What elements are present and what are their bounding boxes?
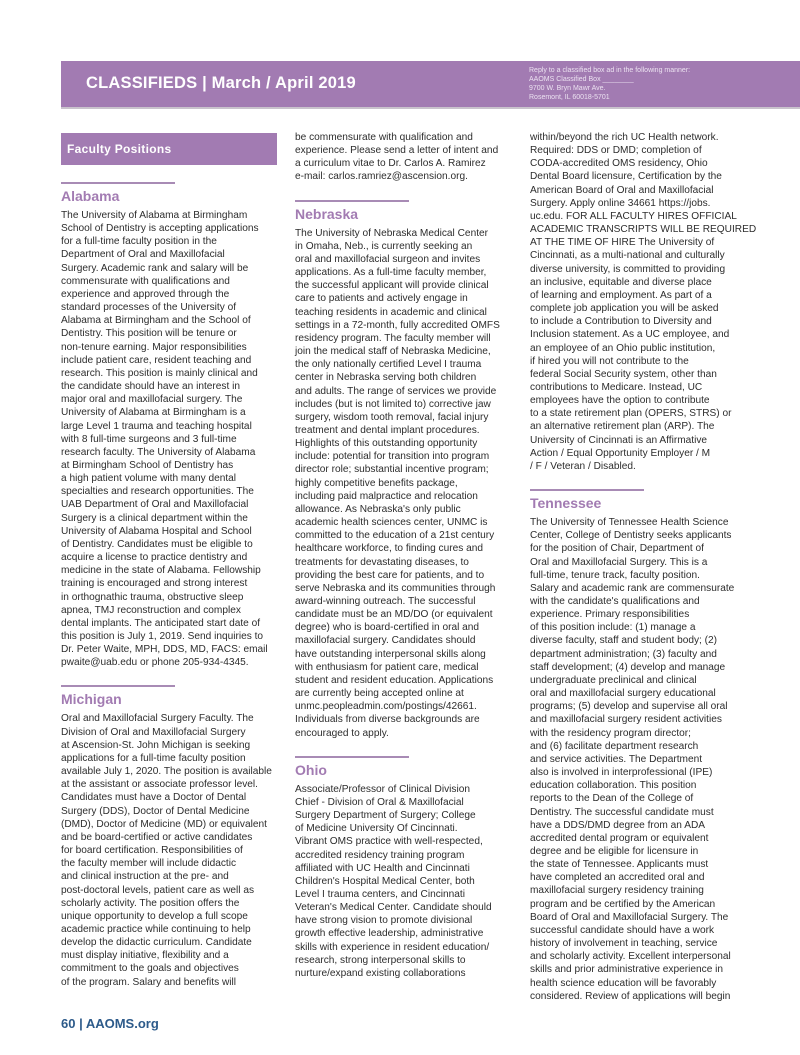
text-line: post-doctoral levels, patient care as well as bbox=[61, 884, 255, 896]
text-line: staff development; (4) develop and manage bbox=[530, 661, 726, 673]
text-line: in orthognathic trauma, obstructive sleep bbox=[61, 591, 244, 603]
text-line: an inclusive, equitable and diverse place bbox=[530, 276, 712, 288]
text-line: AT THE TIME OF HIRE The University of bbox=[530, 237, 715, 249]
text-line: join the medical staff of Nebraska Medicine, bbox=[295, 346, 491, 358]
text-line: a curriculum vitae to Dr. Carlos A. Ramirez bbox=[295, 158, 486, 170]
text-line: commitment to the goals and objectives bbox=[61, 963, 239, 975]
text-line: at the assistant or associate professor level. bbox=[61, 779, 258, 791]
text-line: Salary and academic rank are commensurate bbox=[530, 582, 735, 594]
text-line: Dental Board licensure, Certification by the bbox=[530, 171, 722, 183]
text-line: develop the didactic curriculum. Candidate bbox=[61, 937, 252, 949]
section-title-tennessee: Tennessee bbox=[530, 495, 602, 512]
text-line: of Medicine University Of Cincinnati. bbox=[295, 823, 458, 835]
header-title: CLASSIFIEDS | March / April 2019 bbox=[86, 74, 356, 92]
text-line: Surgery is a clinical department within the bbox=[61, 512, 248, 524]
text-line: if hired you will not contribute to the bbox=[530, 355, 689, 367]
michigan-listing-continued bbox=[295, 131, 521, 184]
reply-line: Reply to a classified box ad in the following manner: bbox=[529, 67, 691, 74]
section-divider bbox=[530, 489, 644, 491]
text-line: of Dentistry. Candidates must be eligible to bbox=[61, 538, 253, 550]
text-line: center in Nebraska serving both children bbox=[295, 372, 477, 384]
text-line: to include a Contribution to Diversity and bbox=[530, 316, 712, 328]
text-line: Children's Hospital Medical Center, both bbox=[295, 875, 475, 887]
text-line: candidate must be an MD/DO (or equivalent bbox=[295, 609, 493, 621]
text-line: medicine in the state of Alabama. Fellowship bbox=[61, 565, 261, 577]
text-line: include: potential for transition into program bbox=[295, 451, 490, 463]
text-line: training is encouraged and strong interest bbox=[61, 578, 248, 590]
text-line: unique opportunity to develop a full scope bbox=[61, 910, 248, 922]
reply-line: Rosemont, IL 60018-5701 bbox=[529, 94, 610, 101]
section-divider bbox=[295, 756, 409, 758]
text-line: full-time, tenure track, faculty position. bbox=[530, 569, 700, 581]
text-line: committed to the education of a 21st century bbox=[295, 530, 495, 542]
text-line: treatment and dental implant procedures. bbox=[295, 424, 480, 436]
text-line: director role; substantial incentive program; bbox=[295, 464, 489, 476]
text-line: maxillofacial surgery. Candidates should bbox=[295, 635, 476, 647]
text-line: degree) who is board-certified in oral and bbox=[295, 622, 480, 634]
text-line: student and resident education. Applications bbox=[295, 674, 494, 686]
reply-line: 9700 W. Bryn Mawr Ave. bbox=[529, 85, 606, 92]
text-line: applications. As a full-time faculty member, bbox=[295, 267, 487, 279]
faculty-positions-banner: Faculty Positions bbox=[61, 133, 277, 165]
text-line: Dentistry. The successful candidate must bbox=[530, 806, 714, 818]
text-line: award-winning outreach. The successful bbox=[295, 596, 476, 607]
text-line: have strong vision to promote divisional bbox=[295, 915, 473, 927]
text-line: University of Alabama Hospital and School bbox=[61, 525, 252, 537]
text-line: accredited dental program or equivalent bbox=[530, 832, 709, 844]
text-line: the candidate should have an interest in bbox=[61, 381, 241, 393]
classifieds-header bbox=[61, 61, 800, 109]
text-line: experience and approved through the bbox=[61, 288, 230, 300]
text-line: CODA-accredited OMS residency, Ohio bbox=[530, 158, 708, 170]
text-line: the faculty member will include didactic bbox=[61, 858, 237, 870]
text-line: e-mail: carlos.ramriez@ascension.org. bbox=[295, 171, 468, 183]
text-line: Cincinnati, as a multi-national and culturally bbox=[530, 250, 725, 262]
column-3 bbox=[530, 128, 770, 1003]
text-line: teaching residents in academic and clinical bbox=[295, 306, 487, 318]
text-line: Center, College of Dentistry seeks applicants bbox=[530, 530, 732, 542]
text-line: settings in a 72-month, fully accredited OMFS bbox=[295, 319, 500, 331]
text-line: uc.edu. FOR ALL FACULTY HIRES OFFICIAL bbox=[530, 210, 737, 222]
text-line: specialties and research opportunities. The bbox=[61, 486, 254, 498]
page-footer: 60 | AAOMS.org bbox=[61, 1016, 159, 1031]
text-line: department administration; (3) faculty and bbox=[530, 648, 717, 660]
section-title-ohio: Ohio bbox=[295, 761, 327, 778]
text-line: program and be certified by the American bbox=[530, 898, 716, 910]
text-line: undergraduate preclinical and clinical bbox=[530, 674, 697, 686]
text-line: this position is July 1, 2019. Send inquiries to bbox=[61, 631, 264, 642]
column-1 bbox=[61, 128, 287, 989]
text-line: successful candidate should have a work bbox=[530, 924, 715, 936]
text-line: and (6) facilitate department research bbox=[530, 740, 699, 752]
text-line: surgery, wisdom tooth removal, facial injury bbox=[295, 411, 489, 423]
text-line: pwaite@uab.edu or phone 205-934-4345. bbox=[61, 657, 249, 669]
text-line: dental implants. The anticipated start date of bbox=[61, 617, 261, 629]
text-line: have completed an accredited oral and bbox=[530, 872, 705, 884]
text-line: Candidates must have a Doctor of Dental bbox=[61, 792, 247, 804]
text-line: The University of Alabama at Birmingham bbox=[61, 210, 248, 221]
text-line: oral and maxillofacial surgeon and invites bbox=[295, 253, 481, 265]
text-line: Chief - Division of Oral & Maxillofacial bbox=[295, 796, 464, 808]
text-line: and service activities. The Department bbox=[530, 753, 703, 765]
tennessee-listing bbox=[530, 516, 770, 1003]
text-line: Board of Oral and Maxillofacial Surgery. The bbox=[530, 911, 729, 923]
text-line: and be board-certified or active candidates bbox=[61, 831, 253, 843]
text-line: research faculty. The University of Alabama bbox=[61, 446, 256, 458]
text-line: residency program. The faculty member will bbox=[295, 332, 491, 344]
text-line: nurture/expand existing collaborations bbox=[295, 967, 466, 979]
text-line: academic health sciences center, UNMC is bbox=[295, 517, 488, 529]
text-line: University of Alabama at Birmingham is a bbox=[61, 407, 246, 419]
text-line: health science education will be favorably bbox=[530, 977, 717, 989]
ohio-listing bbox=[295, 783, 521, 980]
text-line: allowance. As Nebraska's only public bbox=[295, 503, 461, 515]
text-line: Inclusion statement. As a UC employee, and bbox=[530, 329, 730, 341]
text-line: a high patient volume with many dental bbox=[61, 473, 237, 485]
text-line: diverse university, is committed to providing bbox=[530, 263, 726, 275]
text-line: experience. Please send a letter of intent and bbox=[295, 145, 499, 157]
text-line: of this position include: (1) manage a bbox=[530, 622, 696, 634]
text-line: Oral and Maxillofacial Surgery. This is a bbox=[530, 556, 708, 568]
text-line: providing the best care for patients, and to bbox=[295, 569, 485, 581]
text-line: federal Social Security system, other than bbox=[530, 368, 717, 380]
text-line: ACADEMIC TRANSCRIPTS WILL BE REQUIRED bbox=[530, 224, 757, 236]
text-line: at Birmingham School of Dentistry has bbox=[61, 459, 234, 471]
text-line: in Omaha, Neb., is currently seeking an bbox=[295, 240, 473, 252]
text-line: Oral and Maxillofacial Surgery Faculty. The bbox=[61, 713, 254, 725]
text-line: / F / Veteran / Disabled. bbox=[530, 460, 636, 472]
text-line: Dr. Peter Waite, MPH, DDS, MD, FACS: email bbox=[61, 644, 268, 656]
text-line: also is involved in interprofessional (IPE) bbox=[530, 767, 713, 779]
text-line: Associate/Professor of Clinical Division bbox=[295, 783, 471, 795]
text-line: Level I trauma centers, and Cincinnati bbox=[295, 888, 465, 900]
text-line: with the residency program director; bbox=[530, 727, 691, 739]
text-line: for the position of Chair, Department of bbox=[530, 543, 704, 555]
text-line: commensurate with qualifications and bbox=[61, 275, 230, 287]
alabama-listing bbox=[61, 209, 287, 669]
text-line: an employee of an Ohio public institution, bbox=[530, 342, 716, 354]
text-line: Surgery. Academic rank and salary will be bbox=[61, 262, 249, 274]
text-line: UAB Department of Oral and Maxillofacial bbox=[61, 499, 249, 511]
text-line: major oral and maxillofacial surgery. The bbox=[61, 394, 243, 406]
text-line: acquire a license to practice dentistry and bbox=[61, 552, 248, 564]
text-line: apnea, TMJ reconstruction and complex bbox=[61, 604, 241, 616]
text-line: education collaboration. This position bbox=[530, 780, 697, 792]
reply-instructions bbox=[529, 66, 690, 102]
text-line: Vibrant OMS practice with well-respected, bbox=[295, 836, 483, 848]
text-line: to a state retirement plan (OPERS, STRS) or bbox=[530, 408, 732, 420]
text-line: an alternative retirement plan (ARP). The bbox=[530, 421, 715, 433]
text-line: scholarly activity. The position offers the bbox=[61, 897, 240, 909]
section-title-nebraska: Nebraska bbox=[295, 205, 359, 222]
text-line: Alabama at Birmingham and the School of bbox=[61, 315, 251, 327]
text-line: and adults. The range of services we provide bbox=[295, 385, 497, 397]
nebraska-listing bbox=[295, 227, 521, 740]
text-line: and clinical instruction at the pre- and bbox=[61, 871, 229, 883]
text-line: considered. Review of applications will begin bbox=[530, 990, 731, 1002]
text-line: unmc.peopleadmin.com/postings/42661. bbox=[295, 701, 477, 713]
text-line: include patient care, resident teaching and bbox=[61, 354, 252, 366]
text-line: Action / Equal Opportunity Employer / M bbox=[530, 447, 711, 459]
text-line: accredited residency training program bbox=[295, 849, 465, 861]
text-line: Surgery (DDS), Doctor of Dental Medicine bbox=[61, 805, 250, 817]
text-line: American Board of Oral and Maxillofacial bbox=[530, 184, 714, 196]
text-line: encouraged to apply. bbox=[295, 727, 389, 739]
section-divider bbox=[61, 685, 175, 687]
michigan-listing bbox=[61, 712, 287, 988]
text-line: The University of Tennessee Health Science bbox=[530, 517, 729, 529]
text-line: at Ascension-St. John Michigan is seeking bbox=[61, 739, 251, 751]
text-line: have a DDS/DMD degree from an ADA bbox=[530, 819, 706, 831]
text-line: of learning and employment. As part of a bbox=[530, 289, 712, 301]
text-line: with 8 full-time surgeons and 3 full-time bbox=[61, 433, 237, 445]
text-line: are currently being accepted online at bbox=[295, 688, 464, 700]
text-line: the successful applicant will provide clinical bbox=[295, 280, 489, 292]
text-line: Dentistry. This position will be tenure or bbox=[61, 328, 237, 340]
text-line: includes (but is not limited to) corrective jaw bbox=[295, 398, 491, 410]
text-line: Required: DDS or DMD; completion of bbox=[530, 145, 702, 157]
text-line: oral and maxillofacial surgery educational bbox=[530, 688, 716, 700]
text-line: skills with experience in resident education/ bbox=[295, 941, 490, 953]
text-line: for board certification. Responsibilities of bbox=[61, 845, 243, 857]
text-line: including paid malpractice and relocation bbox=[295, 490, 478, 502]
text-line: Individuals from diverse backgrounds are bbox=[295, 714, 480, 726]
text-line: history of involvement in teaching, service bbox=[530, 938, 718, 950]
text-line: with enthusiasm for patient care, medical bbox=[295, 661, 479, 673]
text-line: Veteran's Medical Center. Candidate should bbox=[295, 902, 492, 914]
text-line: care to patients and actively engage in bbox=[295, 293, 468, 305]
text-line: University of Cincinnati is an Affirmative bbox=[530, 434, 708, 446]
text-line: for a full-time faculty position in the bbox=[61, 236, 217, 248]
text-line: growth effective leadership, administrative bbox=[295, 928, 484, 940]
text-line: and scholarly activity. Excellent interpersonal bbox=[530, 951, 731, 963]
column-2 bbox=[295, 128, 521, 980]
text-line: must display initiative, flexibility and a bbox=[61, 950, 229, 962]
text-line: academic practice while continuing to help bbox=[61, 923, 251, 935]
section-divider bbox=[61, 182, 175, 184]
text-line: contributions to Medicare. Instead, UC bbox=[530, 381, 703, 393]
text-line: Surgery. Apply online 34661 https://jobs. bbox=[530, 197, 711, 209]
text-line: serve Nebraska and its communities through bbox=[295, 582, 496, 594]
section-divider bbox=[295, 200, 409, 202]
text-line: the state of Tennessee. Applicants must bbox=[530, 859, 709, 871]
text-line: be commensurate with qualification and bbox=[295, 132, 473, 143]
text-line: reports to the Dean of the College of bbox=[530, 793, 694, 805]
text-line: Highlights of this outstanding opportunity bbox=[295, 438, 478, 450]
ohio-listing-continued bbox=[530, 131, 770, 473]
text-line: applications for a full-time faculty position bbox=[61, 752, 246, 764]
text-line: experience. Primary responsibilities bbox=[530, 609, 690, 621]
text-line: employees have the option to contribute bbox=[530, 395, 710, 407]
text-line: within/beyond the rich UC Health network. bbox=[530, 132, 719, 143]
text-line: highly competitive benefits package, bbox=[295, 477, 458, 489]
text-line: (DMD), Doctor of Medicine (MD) or equivalent bbox=[61, 818, 267, 830]
text-line: have outstanding interpersonal skills along bbox=[295, 648, 486, 660]
text-line: of the program. Salary and benefits will bbox=[61, 976, 237, 988]
text-line: programs; (5) develop and supervise all oral bbox=[530, 701, 728, 713]
text-line: research. This position is mainly clinical and bbox=[61, 367, 258, 379]
text-line: research, strong interpersonal skills to bbox=[295, 954, 466, 966]
text-line: complete job application you will be asked bbox=[530, 303, 719, 315]
section-title-alabama: Alabama bbox=[61, 188, 120, 204]
text-line: and maxillofacial surgery resident activities bbox=[530, 714, 722, 726]
text-line: Department of Oral and Maxillofacial bbox=[61, 249, 225, 261]
text-line: the only nationally certified Level I trauma bbox=[295, 359, 482, 371]
text-line: School of Dentistry is accepting applications bbox=[61, 223, 259, 235]
text-line: available July 1, 2020. The position is available bbox=[61, 766, 272, 778]
text-line: Division of Oral and Maxillofacial Surgery bbox=[61, 726, 246, 738]
text-line: non-tenure earning. Major responsibilities bbox=[61, 341, 247, 353]
text-line: diverse faculty, staff and student body; (2) bbox=[530, 635, 718, 647]
text-line: treatments for devastating diseases, to bbox=[295, 556, 469, 568]
text-line: skills and prior administrative experience in bbox=[530, 964, 724, 976]
text-line: maxillofacial surgery residency training bbox=[530, 885, 704, 897]
text-line: large Level 1 trauma and teaching hospital bbox=[61, 420, 252, 432]
section-title-michigan: Michigan bbox=[61, 691, 122, 708]
text-line: healthcare workforce, to finding cures and bbox=[295, 543, 483, 555]
reply-line: AAOMS Classified Box ________ bbox=[529, 76, 634, 83]
text-line: affiliated with UC Health and Cincinnati bbox=[295, 862, 470, 874]
text-line: The University of Nebraska Medical Center bbox=[295, 227, 489, 239]
text-line: with the candidate's qualifications and bbox=[530, 596, 700, 607]
text-line: degree and be eligible for licensure in bbox=[530, 845, 699, 857]
text-line: standard processes of the University of bbox=[61, 302, 237, 314]
text-line: Surgery Department of Surgery; College bbox=[295, 810, 476, 822]
